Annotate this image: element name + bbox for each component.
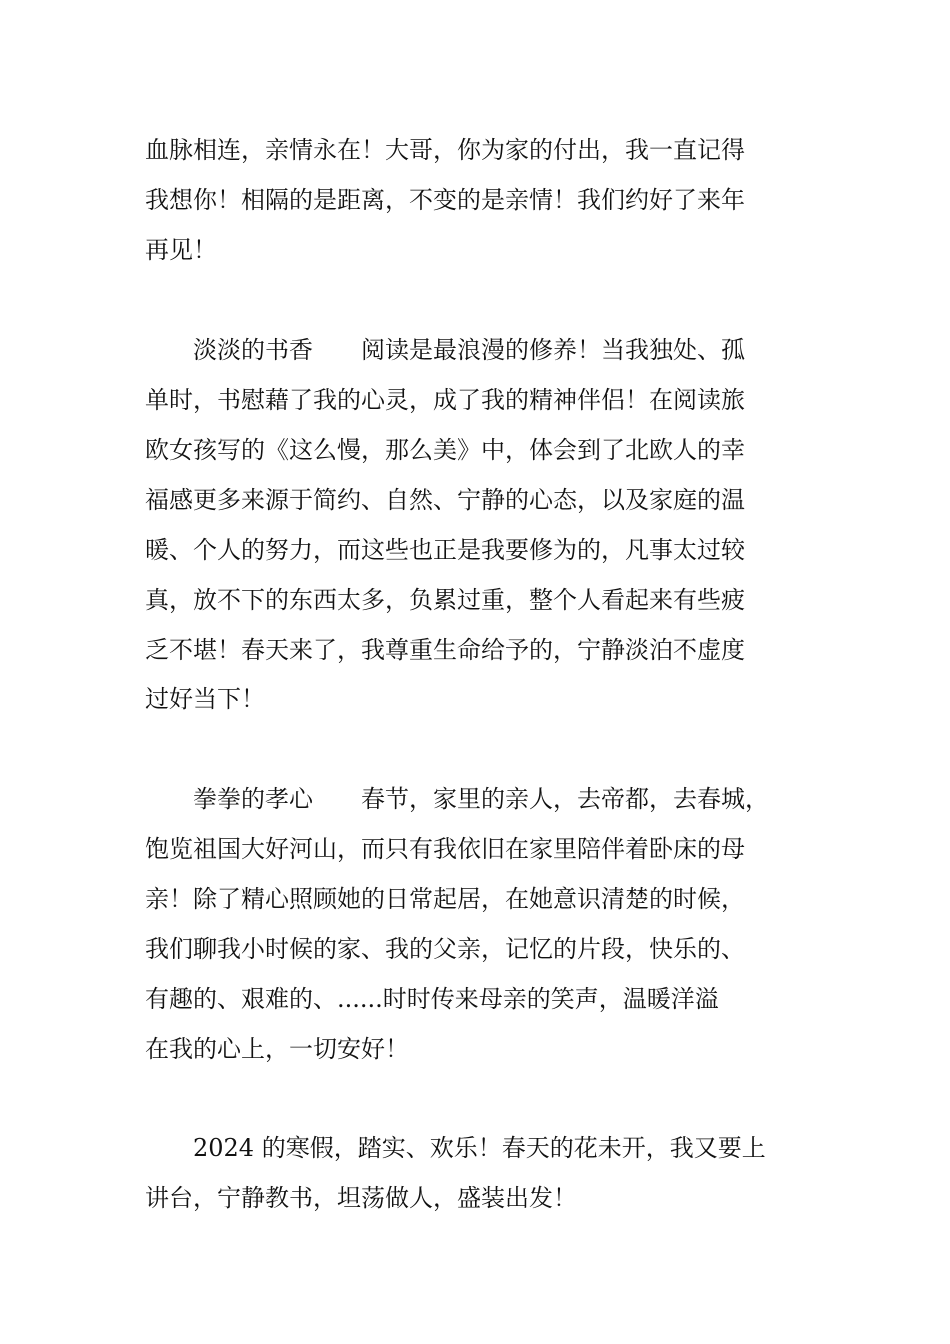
- paragraph-2-line-6: 真，放不下的东西太多，负累过重，整个人看起来有些疲: [145, 586, 745, 614]
- paragraph-4-line-2: 讲台，宁静教书，坦荡做人，盛装出发！: [145, 1184, 577, 1212]
- paragraph-2-line-2: 单时，书慰藉了我的心灵，成了我的精神伴侣！在阅读旅: [145, 386, 745, 414]
- paragraph-4-line-1: 2024 的寒假，踏实、欢乐！春天的花未开，我又要上: [145, 1134, 766, 1162]
- paragraph-3-line-1: 拳拳的孝心 春节，家里的亲人，去帝都，去春城，: [145, 785, 769, 813]
- paragraph-2-line-8: 过好当下！: [145, 685, 265, 713]
- paragraph-2-line-5: 暖、个人的努力，而这些也正是我要修为的，凡事太过较: [145, 536, 745, 564]
- paragraph-2-line-3: 欧女孩写的《这么慢，那么美》中，体会到了北欧人的幸: [145, 436, 745, 464]
- paragraph-1-line-1: 血脉相连，亲情永在！大哥，你为家的付出，我一直记得: [145, 136, 745, 164]
- paragraph-1-line-3: 再见！: [145, 236, 217, 264]
- paragraph-3-line-6: 在我的心上，一切安好！: [145, 1035, 409, 1063]
- paragraph-3-line-3: 亲！除了精心照顾她的日常起居，在她意识清楚的时候，: [145, 885, 745, 913]
- paragraph-3-line-2: 饱览祖国大好河山，而只有我依旧在家里陪伴着卧床的母: [145, 835, 745, 863]
- paragraph-3-line-4: 我们聊我小时候的家、我的父亲，记忆的片段，快乐的、: [145, 935, 745, 963]
- paragraph-3-line-5: 有趣的、艰难的、......时时传来母亲的笑声，温暖洋溢: [145, 985, 719, 1013]
- paragraph-2-line-4: 福感更多来源于简约、自然、宁静的心态，以及家庭的温: [145, 486, 745, 514]
- paragraph-2-line-7: 乏不堪！春天来了，我尊重生命给予的，宁静淡泊不虚度: [145, 636, 745, 664]
- paragraph-2-line-1: 淡淡的书香 阅读是最浪漫的修养！当我独处、孤: [145, 336, 745, 364]
- paragraph-1-line-2: 我想你！相隔的是距离，不变的是亲情！我们约好了来年: [145, 186, 745, 214]
